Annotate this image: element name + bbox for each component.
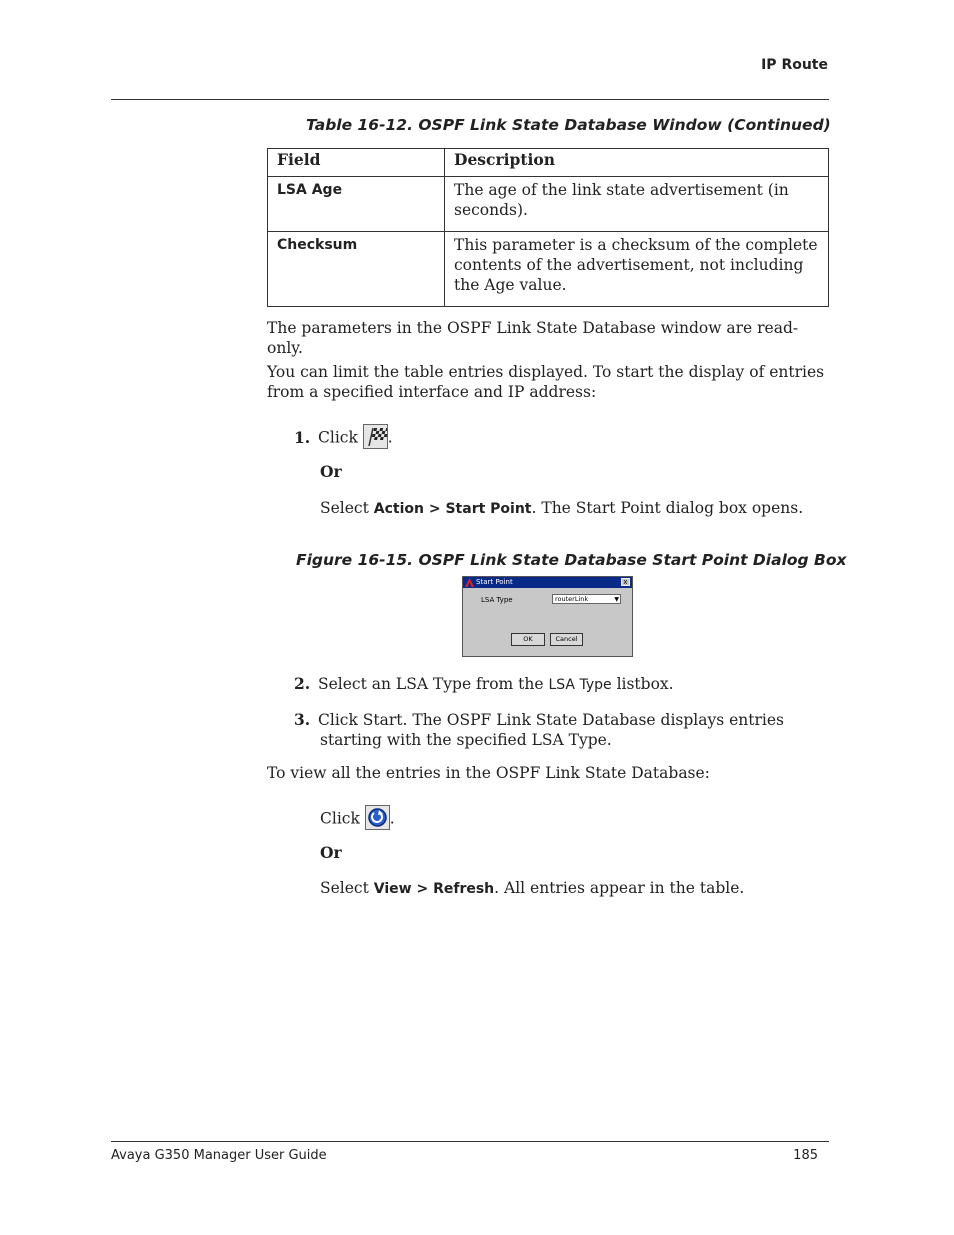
step-1: 1. Click . [294,426,393,451]
or-label: Or [320,843,342,862]
lsa-type-field-ref: LSA Type [548,677,612,693]
lsa-type-value: routerLink [555,595,589,603]
click-text: Click [318,428,358,447]
refresh-click-instruction: Click . [320,807,395,832]
select-action-instruction: Select Action > Start Point. The Start Point dialog box opens. [320,499,804,517]
table-row [268,177,829,232]
avaya-logo-icon [465,578,474,587]
step-number: 2. [294,674,311,693]
header-rule [111,99,829,100]
table-header-row [268,149,829,177]
select-refresh-instruction: Select View > Refresh. All entries appear in the table. [320,879,745,897]
section-title: IP Route [761,57,828,73]
limit-entries-intro: You can limit the table entries displayed. To start the display of entries from a specified interface and IP address: [267,363,825,401]
lsa-type-select[interactable] [552,594,621,604]
step-3: 3. Click Start. The OSPF Link State Database displays entries starting with the specified LSA Type. [294,710,785,749]
ospf-field-table [267,148,829,307]
menu-path: Action > Start Point [373,501,532,517]
step-2: 2. Select an LSA Type from the LSA Type listbox. [294,674,674,693]
step-number: 3. [294,710,311,729]
field-cell: LSA Age [268,177,445,232]
field-cell: Checksum [268,232,445,307]
ok-button[interactable]: OK [511,633,545,646]
table-row [268,232,829,307]
column-header-description: Description [445,149,829,177]
chevron-down-icon: ▼ [614,596,619,603]
view-all-intro: To view all the entries in the OSPF Link State Database: [267,764,710,782]
readonly-note: The parameters in the OSPF Link State Database window are read-only. [267,319,799,357]
table-caption: Table 16-12. OSPF Link State Database Window (Continued) [306,116,831,134]
guide-title: Avaya G350 Manager User Guide [111,1148,327,1163]
menu-path: View > Refresh [373,881,495,897]
page-number: 185 [793,1148,818,1163]
refresh-icon[interactable] [365,805,390,830]
lsa-type-label: LSA Type [481,596,513,604]
dialog-title: Start Point [476,578,513,586]
dialog-title-bar [463,577,632,588]
start-point-dialog [462,576,633,657]
footer-rule [111,1141,829,1142]
close-button[interactable]: x [621,578,630,586]
step-number: 1. [294,427,311,447]
figure-caption: Figure 16-15. OSPF Link State Database Start Point Dialog Box [296,551,847,569]
description-cell: The age of the link state advertisement (in seconds). [445,177,829,232]
description-cell: This parameter is a checksum of the complete contents of the advertisement, not including the Age value. [445,232,829,307]
cancel-button[interactable]: Cancel [550,633,583,646]
column-header-field: Field [268,149,445,177]
or-label: Or [320,462,342,481]
checkered-flag-icon[interactable] [363,424,388,449]
